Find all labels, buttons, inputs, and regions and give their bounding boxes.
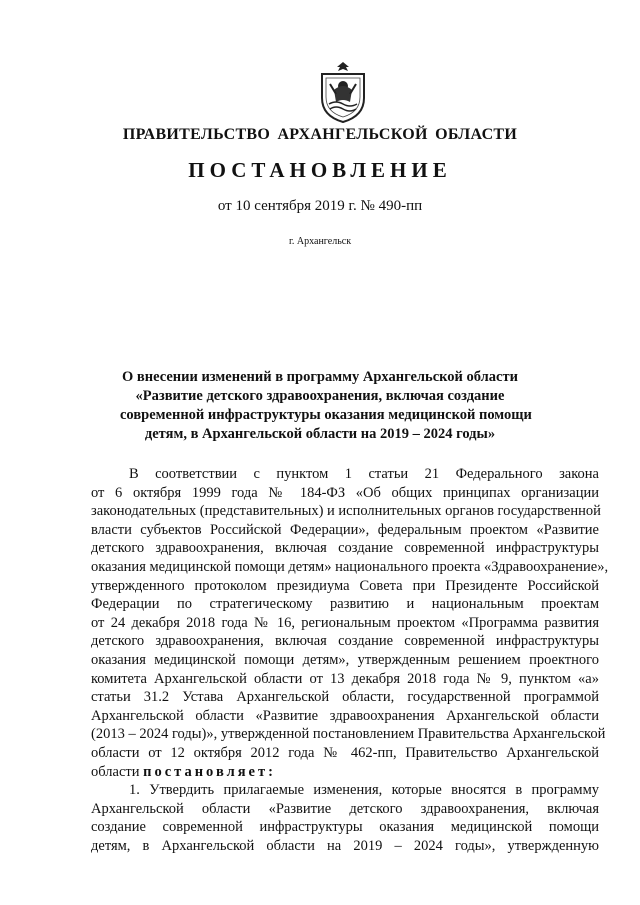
body-line: создание современной инфраструктуры оказания медицинской помощи [91,819,599,836]
document-city: г. Архангельск [288,236,352,247]
title-line: О внесении изменений в программу Архангельской области [122,369,518,385]
title-line: современной инфраструктуры оказания медицинской помощи [120,407,532,423]
body-line-prefix: области [91,763,140,780]
body-line: Архангельской области «Развитие здравоохранения Архангельской области [91,707,599,724]
body-line: власти субъектов Российской Федерации», федеральным проектом «Развитие [91,521,599,538]
title-line: детям, в Архангельской области на 2019 – 2024 годы» [144,426,496,442]
body-line: В соответствии с пунктом 1 статьи 21 Федерального закона [129,466,599,482]
body-line: законодательных (представительных) и исполнительных органов государственной [91,503,601,520]
body-line: от 6 октября 1999 года № 184-ФЗ «Об общих принципах организации [91,484,599,501]
body-line: детского здравоохранения, включая создание современной инфраструктуры [91,633,599,650]
body-line: (2013 – 2024 годы)», утвержденной постановлением Правительства Архангельской [91,726,606,743]
resolution-verb: постановляет: [143,763,276,780]
body-line-final [91,763,599,782]
title-line: «Развитие детского здравоохранения, включая создание [135,388,505,404]
document-date-number: от 10 сентября 2019 г. № 490-пп [217,198,423,214]
document-body [91,465,609,855]
body-line: от 24 декабря 2018 года № 16, региональным проектом «Программа развития [91,614,599,631]
body-line: комитета Архангельской области от 13 декабря 2018 года № 9, пунктом «а» [91,670,599,687]
body-line: 1. Утвердить прилагаемые изменения, которые вносятся в программу [129,782,599,799]
body-line: Архангельской области «Развитие детского здравоохранения, включая [91,800,599,817]
body-line: статьи 31.2 Устава Архангельской области, государственной программой [91,689,599,706]
body-line: Федерации по стратегическому развитию и национальным проектам [91,596,599,613]
body-line: оказания медицинской помощи детям», утвержденным решением проектного [91,651,599,668]
organization-name: ПРАВИТЕЛЬСТВО АРХАНГЕЛЬСКОЙ ОБЛАСТИ [122,126,518,143]
document-type: ПОСТАНОВЛЕНИЕ [188,158,452,182]
body-line: детям, в Архангельской области на 2019 – 2024 годы», утвержденную [91,837,599,854]
body-line: детского здравоохранения, включая создание современной инфраструктуры [91,540,599,557]
document-title [120,368,532,444]
body-line: оказания медицинской помощи детям» национального проекта «Здравоохранение», [91,558,609,575]
body-line: утвержденного протоколом президиума Совета при Президенте Российской [91,577,599,594]
coat-of-arms-icon [316,60,370,124]
body-line: области от 12 октября 2012 года № 462-пп, Правительство Архангельской [91,744,599,761]
